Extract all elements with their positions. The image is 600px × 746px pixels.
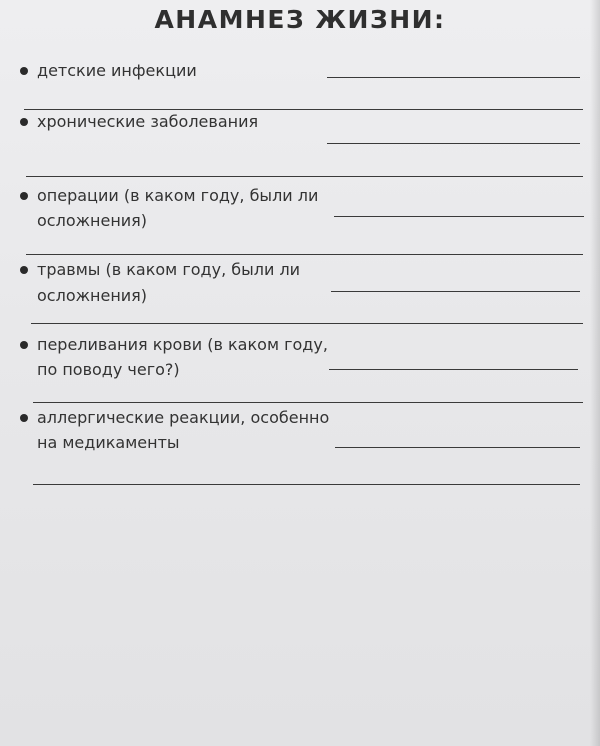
form-title: АНАМНЕЗ ЖИЗНИ: <box>154 5 446 34</box>
item-injuries-label-line1: травмы (в каком году, были ли <box>37 260 301 279</box>
item-allergies-label-line2: на медикаменты <box>37 433 180 452</box>
answer-line-childhood-infections-2[interactable] <box>24 109 583 110</box>
answer-line-allergies-1[interactable] <box>335 447 580 448</box>
answer-line-chronic-diseases-1[interactable] <box>327 143 580 144</box>
answer-line-chronic-diseases-2[interactable] <box>26 176 583 177</box>
answer-line-injuries-1[interactable] <box>331 291 580 292</box>
bullet-icon <box>20 341 28 349</box>
item-operations-label-line2: осложнения) <box>37 211 148 230</box>
item-blood-transfusions-label-line1: переливания крови (в каком году, <box>37 335 328 354</box>
answer-line-operations-1[interactable] <box>334 216 584 217</box>
answer-line-operations-2[interactable] <box>26 254 583 255</box>
item-operations-label-line1: операции (в каком году, были ли <box>37 186 319 205</box>
answer-line-childhood-infections-1[interactable] <box>327 77 580 78</box>
bullet-icon <box>20 192 28 200</box>
answer-line-blood-transfusions-1[interactable] <box>329 369 578 370</box>
item-chronic-diseases-label: хронические заболевания <box>37 112 259 131</box>
item-childhood-infections-label: детские инфекции <box>37 61 197 80</box>
page-edge-shadow <box>590 0 600 746</box>
bullet-icon <box>20 118 28 126</box>
item-injuries-label-line2: осложнения) <box>37 286 148 305</box>
answer-line-blood-transfusions-2[interactable] <box>33 402 583 403</box>
bullet-icon <box>20 67 28 75</box>
item-blood-transfusions-label-line2: по поводу чего?) <box>37 360 180 379</box>
item-allergies-label-line1: аллергические реакции, особенно <box>37 408 330 427</box>
answer-line-injuries-2[interactable] <box>31 323 583 324</box>
answer-line-allergies-2[interactable] <box>33 484 580 485</box>
bullet-icon <box>20 266 28 274</box>
bullet-icon <box>20 414 28 422</box>
